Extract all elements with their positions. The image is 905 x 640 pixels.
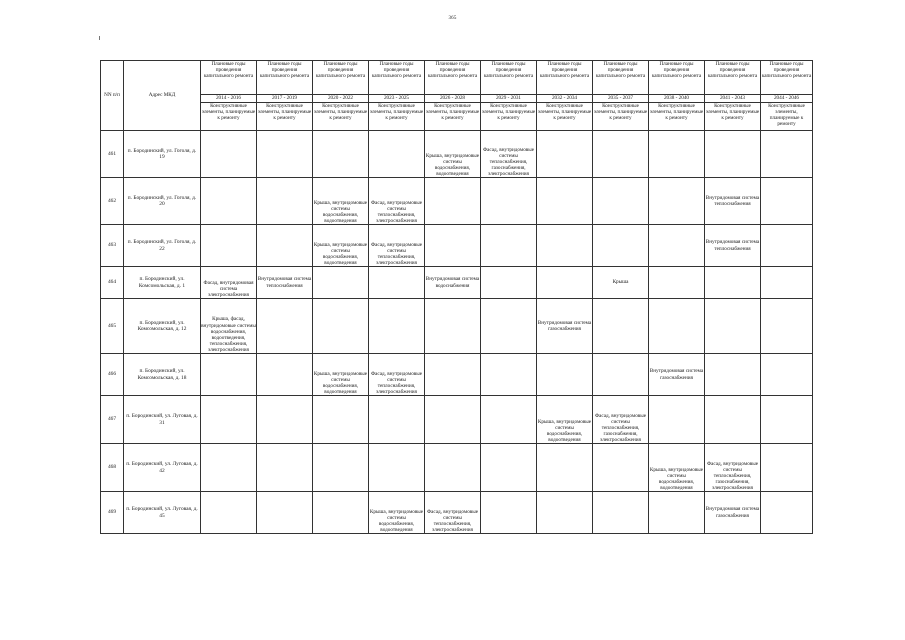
repair-cell [761,225,813,267]
table-row [101,396,813,444]
repair-cell [481,492,537,534]
repair-cell [257,444,313,492]
repair-cell: Фасад, внутридомовые системы теплоснабжения, электроснабжения [369,225,425,267]
header-elements: Конструктивные элементы, планируемые к ремонту [201,103,257,131]
repair-cell [369,131,425,178]
row-address: п. Бородинский, ул. Гоголя, д. 22 [124,225,201,267]
header-years: 2023 - 2025 [369,95,425,103]
header-years: 2041 - 2043 [705,95,761,103]
header-elements: Конструктивные элементы, планируемые к ремонту [257,103,313,131]
header-years: 2020 - 2022 [313,95,369,103]
repair-cell: Крыша, внутридомовые системы водоснабжения, водоотведения [313,354,369,396]
repair-cell [257,492,313,534]
header-years: 2014 - 2016 [201,95,257,103]
row-address: п. Бородинский, ул. Комсомольская, д. 18 [124,354,201,396]
repair-cell [761,131,813,178]
repair-cell [313,492,369,534]
repair-cell [201,178,257,225]
repair-cell [257,178,313,225]
header-elements: Конструктивные элементы, планируемые к ремонту [537,103,593,131]
repair-cell: Внутридомовая система теплоснабжения [705,178,761,225]
header-address: Адрес МКД [124,61,201,131]
header-elements: Конструктивные элементы, планируемые к ремонту [593,103,649,131]
repair-cell: Внутридомовая система газоснабжения [537,299,593,354]
row-number: 461 [101,131,124,178]
repair-cell [481,299,537,354]
repair-cell [593,299,649,354]
repair-cell [649,131,705,178]
repair-cell: Фасад, внутридомовые системы теплоснабжения, газоснабжения, электроснабжения [705,444,761,492]
repair-cell: Фасад, внутридомовые системы теплоснабжения, газоснабжения, электроснабжения [593,396,649,444]
repair-cell [649,225,705,267]
repair-cell [705,267,761,299]
header-period-label: Плановые годы проведения капитального ремонта [257,61,313,95]
table-row [101,267,813,299]
repair-cell [593,444,649,492]
header-elements: Конструктивные элементы, планируемые к ремонту [761,103,813,131]
header-years: 2035 - 2037 [593,95,649,103]
repair-cell [257,225,313,267]
repair-cell: Фасад, внутридомовые системы теплоснабжения, газоснабжения, электроснабжения [481,131,537,178]
header-elements: Конструктивные элементы, планируемые к ремонту [649,103,705,131]
repair-cell [761,299,813,354]
header-elements: Конструктивные элементы, планируемые к ремонту [369,103,425,131]
row-address: п. Бородинский, ул. Луговая, д. 45 [124,492,201,534]
repair-cell [649,492,705,534]
repair-cell [369,267,425,299]
repair-cell: Внутридомовая система газоснабжения [649,354,705,396]
repair-cell [705,299,761,354]
repair-cell [761,492,813,534]
repair-cell [201,354,257,396]
header-elements: Конструктивные элементы, планируемые к ремонту [705,103,761,131]
repair-cell [481,354,537,396]
repair-cell: Крыша, внутридомовые системы водоснабжения, водоотведения [537,396,593,444]
header-period-label: Плановые годы проведения капитального ремонта [705,61,761,95]
row-number: 464 [101,267,124,299]
row-number: 462 [101,178,124,225]
repair-cell [481,444,537,492]
repair-cell: Внутридомовая система водоснабжения [425,267,481,299]
repair-cell: Крыша, внутридомовые системы водоснабжения, водоотведения [425,131,481,178]
repair-cell [369,396,425,444]
repair-cell [313,396,369,444]
row-number: 463 [101,225,124,267]
repair-cell [761,444,813,492]
repair-cell [761,396,813,444]
repair-cell [425,354,481,396]
repair-cell: Крыша, внутридомовые системы водоснабжения, водоотведения [313,178,369,225]
header-elements: Конструктивные элементы, планируемые к ремонту [425,103,481,131]
table-row [101,354,813,396]
repair-cell: Внутридомовая система газоснабжения [705,492,761,534]
table-row [101,178,813,225]
repair-cell [481,178,537,225]
row-number: 465 [101,299,124,354]
repair-cell: Крыша [593,267,649,299]
repair-cell [425,178,481,225]
repair-cell [537,354,593,396]
repair-cell [761,267,813,299]
repair-cell [537,225,593,267]
repair-cell [761,354,813,396]
repair-cell [593,354,649,396]
repair-cell: Внутридомовая система теплоснабжения [257,267,313,299]
header-elements: Конструктивные элементы, планируемые к ремонту [481,103,537,131]
header-period-label: Плановые годы проведения капитального ремонта [201,61,257,95]
repair-cell: Крыша, внутридомовые системы водоснабжения, водоотведения [649,444,705,492]
repair-cell: Крыша, внутридомовые системы водоснабжения, водоотведения [313,225,369,267]
header-years: 2038 - 2040 [649,95,705,103]
repair-cell [537,444,593,492]
repair-cell [593,131,649,178]
repair-cell: Крыша, внутридомовые системы водоснабжения, водоотведения [369,492,425,534]
row-address: п. Бородинский, ул. Гоголя, д. 20 [124,178,201,225]
repair-cell [537,131,593,178]
repair-cell [705,396,761,444]
table-row [101,131,813,178]
header-years: 2044 - 2046 [761,95,813,103]
repair-cell [313,131,369,178]
repair-cell: Фасад, внутридомовые системы теплоснабжения, электроснабжения [369,178,425,225]
repair-cell [537,178,593,225]
repair-cell [201,131,257,178]
repair-cell [481,396,537,444]
repair-cell [649,396,705,444]
repair-cell [257,396,313,444]
repair-cell: Крыша, фасад, внутридомовые системы водоснабжения, водоотведения, теплоснабжения, электроснабжения [201,299,257,354]
header-years: 2029 - 2031 [481,95,537,103]
row-address: п. Бородинский, ул. Комсомольская, д. 12 [124,299,201,354]
repair-cell [593,225,649,267]
repair-cell [257,131,313,178]
repair-cell [649,267,705,299]
repair-cell [705,354,761,396]
table-row [101,444,813,492]
table-row [101,492,813,534]
header-years: 2017 - 2019 [257,95,313,103]
repair-cell [425,444,481,492]
repair-cell [313,299,369,354]
header-period-label: Плановые годы проведения капитального ремонта [593,61,649,95]
repair-cell [425,225,481,267]
capital-repair-table [100,60,813,534]
header-period-label: Плановые годы проведения капитального ремонта [369,61,425,95]
header-period-label: Плановые годы проведения капитального ремонта [761,61,813,95]
repair-cell [257,354,313,396]
repair-cell [481,225,537,267]
repair-cell: Фасад, внутридомовые системы теплоснабжения, электроснабжения [369,354,425,396]
repair-cell: Внутридомовая система теплоснабжения [705,225,761,267]
header-period-label: Плановые годы проведения капитального ремонта [425,61,481,95]
repair-cell [705,131,761,178]
header-period-label: Плановые годы проведения капитального ремонта [649,61,705,95]
row-number: 467 [101,396,124,444]
repair-cell [369,299,425,354]
repair-cell [313,267,369,299]
repair-cell [201,225,257,267]
header-years: 2026 - 2028 [425,95,481,103]
repair-cell [201,492,257,534]
header-num: NN п/п [101,61,124,131]
repair-cell [761,178,813,225]
repair-cell [201,396,257,444]
table-row [101,225,813,267]
repair-cell [593,492,649,534]
repair-cell [649,299,705,354]
row-number: 466 [101,354,124,396]
repair-cell [481,267,537,299]
repair-cell: Фасад, внутридомовые системы теплоснабжения, электроснабжения [425,492,481,534]
repair-cell [425,396,481,444]
header-years: 2032 - 2034 [537,95,593,103]
row-address: п. Бородинский, ул. Луговая, д. 42 [124,444,201,492]
repair-cell: Фасад, внутридомовая система электроснабжения [201,267,257,299]
row-address: п. Бородинский, ул. Комсомольская, д. 1 [124,267,201,299]
repair-cell [257,299,313,354]
header-period-label: Плановые годы проведения капитального ремонта [481,61,537,95]
header-elements: Конструктивные элементы, планируемые к ремонту [313,103,369,131]
repair-cell [593,178,649,225]
row-number: 469 [101,492,124,534]
row-number: 468 [101,444,124,492]
table-row [101,299,813,354]
repair-cell [649,178,705,225]
header-period-label: Плановые годы проведения капитального ремонта [537,61,593,95]
repair-cell [313,444,369,492]
row-address: п. Бородинский, ул. Луговая, д. 31 [124,396,201,444]
header-period-label: Плановые годы проведения капитального ремонта [313,61,369,95]
repair-cell [537,267,593,299]
repair-cell [201,444,257,492]
page-number: 365 [448,16,457,21]
row-address: п. Бородинский, ул. Гоголя, д. 19 [124,131,201,178]
margin-mark [99,36,100,40]
repair-cell [369,444,425,492]
repair-cell [537,492,593,534]
repair-cell [425,299,481,354]
